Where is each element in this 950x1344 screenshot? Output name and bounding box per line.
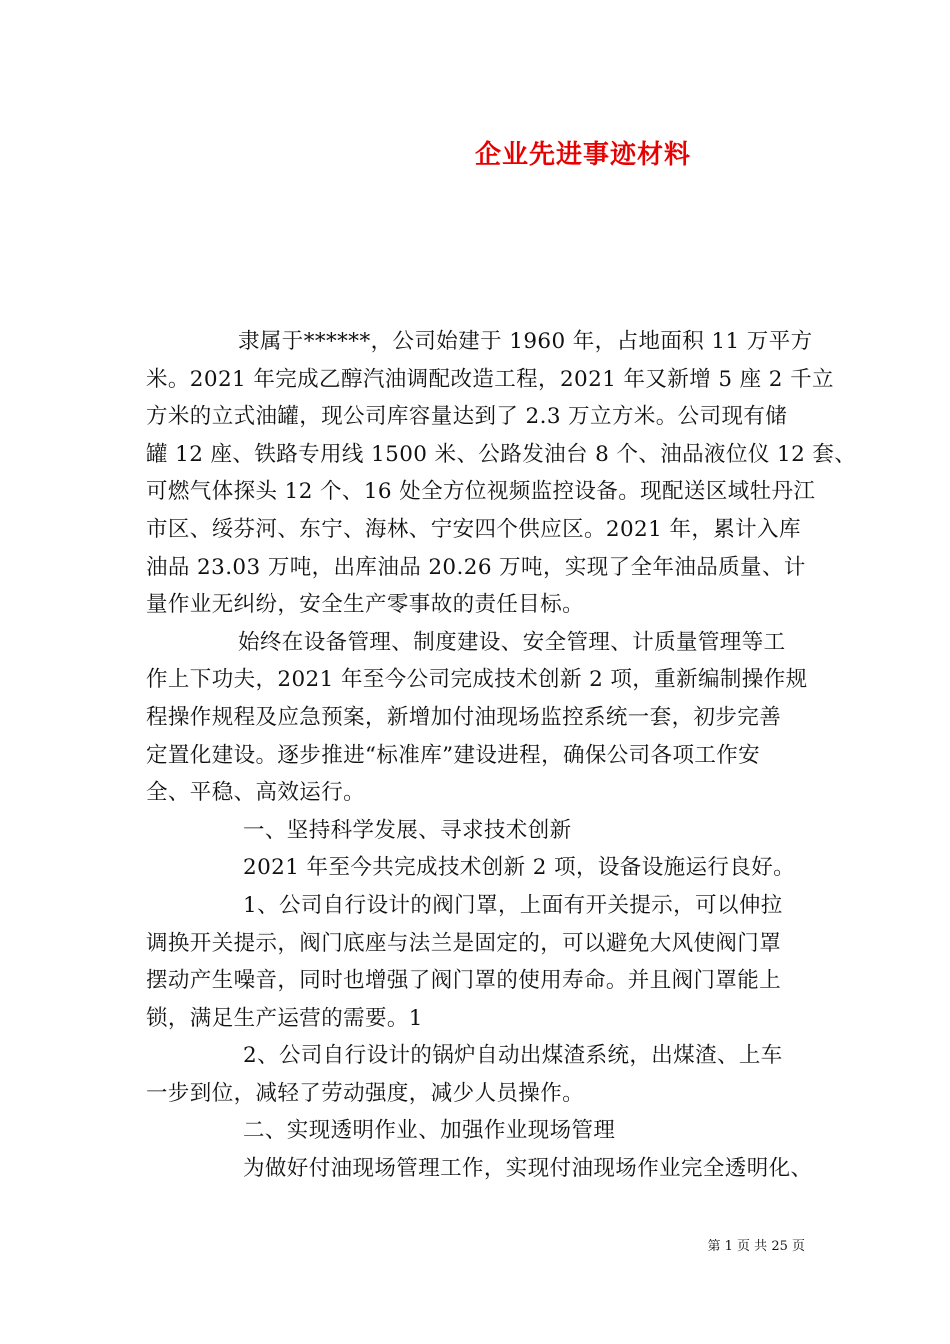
body-line: 方米的立式油罐，现公司库容量达到了 2.3 万立方米。公司现有储 <box>146 404 788 430</box>
body-line: 程操作规程及应急预案，新增加付油现场监控系统一套，初步完善 <box>146 704 782 730</box>
body-line: 可燃气体探头 12 个、16 处全方位视频监控设备。现配送区域牡丹江 <box>146 479 816 505</box>
body-line: 锁，满足生产运营的需要。1 <box>146 1005 423 1031</box>
body-line: 量作业无纠纷，安全生产零事故的责任目标。 <box>146 592 585 618</box>
section-heading: 一、坚持科学发展、寻求技术创新 <box>243 817 572 843</box>
body-line: 一步到位，减轻了劳动强度，减少人员操作。 <box>146 1080 585 1106</box>
body-line: 为做好付油现场管理工作，实现付油现场作业完全透明化、 <box>243 1156 813 1182</box>
section-heading: 二、实现透明作业、加强作业现场管理 <box>243 1118 616 1144</box>
body-line: 市区、绥芬河、东宁、海林、宁安四个供应区。2021 年，累计入库 <box>146 516 801 542</box>
body-line: 全、平稳、高效运行。 <box>146 780 366 806</box>
page-number: 第 1 页 共 25 页 <box>707 1239 805 1254</box>
body-line: 作上下功夫，2021 年至今公司完成技术创新 2 项，重新编制操作规 <box>146 667 808 693</box>
body-line: 1、公司自行设计的阀门罩，上面有开关提示，可以伸拉 <box>243 892 783 918</box>
body-line: 米。2021 年完成乙醇汽油调配改造工程，2021 年又新增 5 座 2 千立 <box>146 366 834 392</box>
document-body <box>146 323 857 1188</box>
body-line: 调换开关提示，阀门底座与法兰是固定的，可以避免大风使阀门罩 <box>146 930 782 956</box>
body-line: 2、公司自行设计的锅炉自动出煤渣系统，出煤渣、上车 <box>243 1043 783 1069</box>
body-line: 罐 12 座、铁路专用线 1500 米、公路发油台 8 个、油品液位仪 12 套、 <box>146 441 857 467</box>
document-title: 企业先进事迹材料 <box>474 140 691 170</box>
body-line: 隶属于******，公司始建于 1960 年，占地面积 11 万平方 <box>238 329 813 354</box>
body-line: 摆动产生噪音，同时也增强了阀门罩的使用寿命。并且阀门罩能上 <box>146 968 782 994</box>
body-line: 2021 年至今共完成技术创新 2 项，设备设施运行良好。 <box>243 855 795 881</box>
body-line: 油品 23.03 万吨，出库油品 20.26 万吨，实现了全年油品质量、计 <box>146 554 806 580</box>
body-line: 始终在设备管理、制度建设、安全管理、计质量管理等工 <box>238 629 786 655</box>
body-line: 定置化建设。逐步推进“标准库”建设进程，确保公司各项工作安 <box>146 742 761 768</box>
